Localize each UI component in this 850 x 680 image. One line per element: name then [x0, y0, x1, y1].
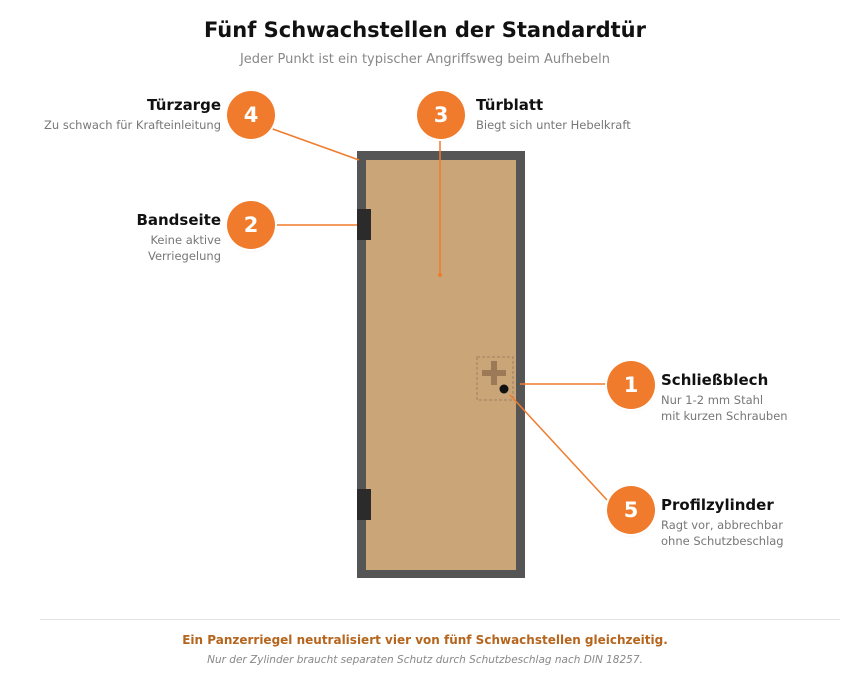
label-bandseite — [136, 211, 221, 264]
footer-note: Nur der Zylinder braucht separaten Schutz durch Schutzbeschlag nach DIN 18257. — [207, 654, 643, 666]
label-tuerzarge-desc: Zu schwach für Krafteinleitung — [44, 118, 221, 132]
badge-4: 4 — [227, 91, 275, 139]
badge-2: 2 — [227, 201, 275, 249]
label-bandseite-desc: Keine aktive Verriegelung — [147, 233, 221, 263]
cylinder-dot — [500, 385, 509, 394]
lock-cross-vertical — [491, 361, 497, 385]
badge-5: 5 — [607, 486, 655, 534]
label-profilzylinder — [661, 496, 784, 549]
label-schliessblech-desc: Nur 1-2 mm Stahl mit kurzen Schrauben — [661, 393, 788, 423]
label-profilzylinder-title: Profilzylinder — [661, 496, 774, 514]
badge-1: 1 — [607, 361, 655, 409]
label-tuerblatt — [476, 96, 631, 133]
footer-divider — [40, 619, 840, 620]
badge-3: 3 — [417, 91, 465, 139]
label-bandseite-title: Bandseite — [136, 211, 221, 229]
label-tuerblatt-desc: Biegt sich unter Hebelkraft — [476, 118, 631, 132]
diagram-subtitle: Jeder Punkt ist ein typischer Angriffsweg beim Aufhebeln — [239, 52, 611, 67]
connector-4 — [270, 128, 359, 160]
label-schliessblech — [661, 371, 788, 424]
hinge-top — [357, 209, 371, 240]
hinge-bottom — [357, 489, 371, 520]
label-profilzylinder-desc: Ragt vor, abbrechbar ohne Schutzbeschlag — [661, 518, 784, 548]
label-tuerblatt-title: Türblatt — [476, 96, 544, 114]
label-tuerzarge — [44, 96, 221, 133]
diagram-title: Fünf Schwachstellen der Standardtür — [204, 18, 646, 42]
label-tuerzarge-title: Türzarge — [146, 96, 221, 114]
label-schliessblech-title: Schließblech — [661, 371, 769, 389]
footer-highlight: Ein Panzerriegel neutralisiert vier von fünf Schwachstellen gleichzeitig. — [182, 633, 668, 647]
